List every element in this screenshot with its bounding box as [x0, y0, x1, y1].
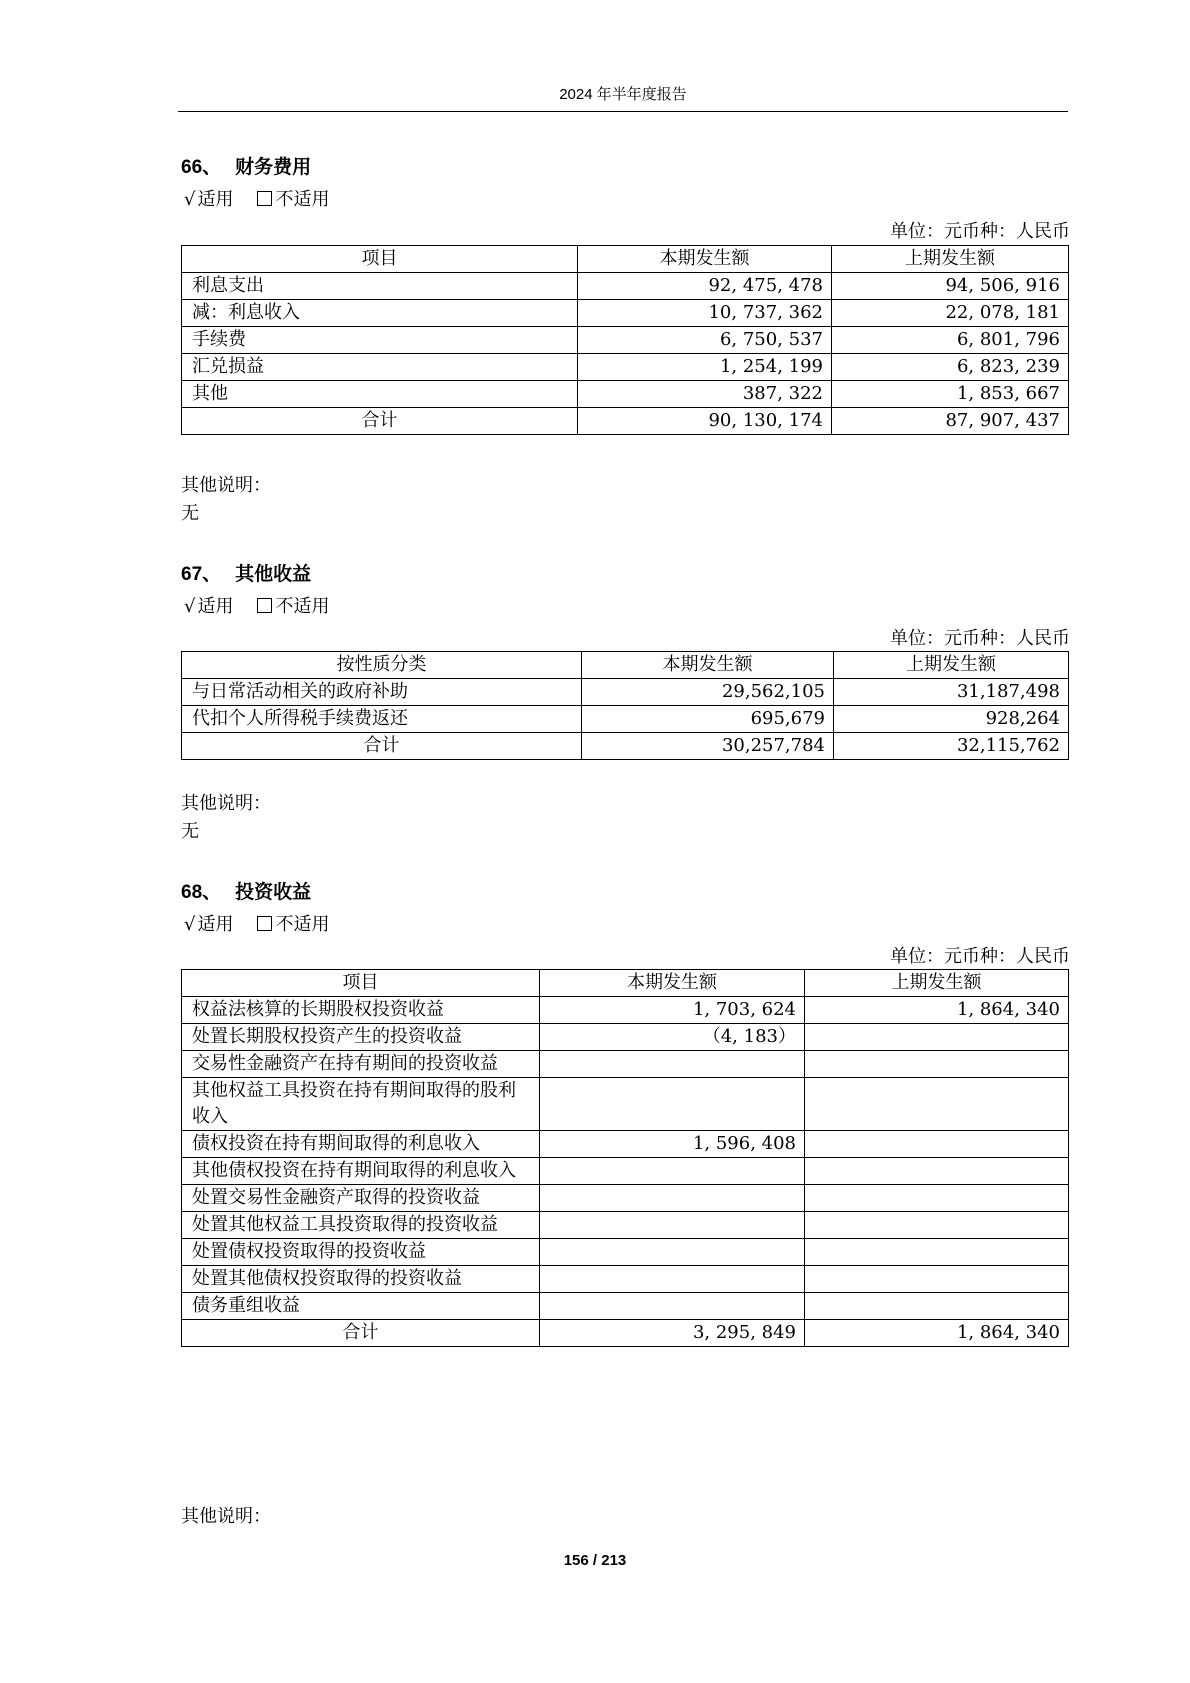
check-mark-icon: √: [184, 596, 196, 617]
section-heading-66: [181, 154, 311, 181]
prior-period-value: 31,187,498: [834, 679, 1069, 706]
section-number: 68、: [181, 882, 222, 903]
current-period-total: 3, 295, 849: [540, 1320, 805, 1347]
prior-period-value: [805, 1078, 1069, 1131]
row-label: 其他: [182, 381, 578, 408]
check-mark-icon: √: [184, 189, 196, 210]
current-period-value: 6, 750, 537: [578, 327, 832, 354]
section-heading-67: [181, 561, 311, 588]
investment-income-table: [181, 969, 1069, 1347]
column-header: 上期发生额: [805, 970, 1069, 997]
prior-period-value: [805, 1185, 1069, 1212]
unit-label: 单位：元币种：人民币: [890, 221, 1070, 242]
table-row: [182, 327, 1069, 354]
column-header: 本期发生额: [582, 652, 834, 679]
prior-period-value: 94, 506, 916: [832, 273, 1069, 300]
section-title: 财务费用: [235, 156, 312, 178]
column-header: 项目: [182, 246, 578, 273]
table-row: [182, 1051, 1069, 1078]
current-period-value: 1, 254, 199: [578, 354, 832, 381]
row-label: 处置债权投资取得的投资收益: [182, 1239, 540, 1266]
current-period-value: [540, 1051, 805, 1078]
current-period-value: [540, 1158, 805, 1185]
row-label: 减：利息收入: [182, 300, 578, 327]
current-period-value: 695,679: [582, 706, 834, 733]
current-period-value: 1, 596, 408: [540, 1131, 805, 1158]
total-label: 合计: [182, 408, 578, 435]
row-label: 汇兑损益: [182, 354, 578, 381]
note-text: 无: [181, 821, 199, 842]
prior-period-value: [805, 1051, 1069, 1078]
current-period-value: [540, 1239, 805, 1266]
table-row: [182, 1158, 1069, 1185]
not-applicable-label: 不适用: [275, 914, 330, 935]
table-row: [182, 300, 1069, 327]
prior-period-total: 87, 907, 437: [832, 408, 1069, 435]
note-label: 其他说明：: [181, 475, 271, 496]
note-label: 其他说明：: [181, 1506, 271, 1527]
table-row: [182, 1131, 1069, 1158]
table-row: [182, 706, 1069, 733]
row-label: 处置其他债权投资取得的投资收益: [182, 1266, 540, 1293]
row-label: 债权投资在持有期间取得的利息收入: [182, 1131, 540, 1158]
column-header: 本期发生额: [540, 970, 805, 997]
row-label: 代扣个人所得税手续费返还: [182, 706, 582, 733]
row-label: 其他权益工具投资在持有期间取得的股利收入: [182, 1078, 540, 1131]
table-total-row: [182, 408, 1069, 435]
table-row: [182, 381, 1069, 408]
empty-checkbox-icon: [257, 916, 272, 931]
current-period-value: 92, 475, 478: [578, 273, 832, 300]
column-header: 按性质分类: [182, 652, 582, 679]
column-header: 上期发生额: [834, 652, 1069, 679]
prior-period-total: 32,115,762: [834, 733, 1069, 760]
prior-period-value: 6, 801, 796: [832, 327, 1069, 354]
table-row: [182, 1293, 1069, 1320]
other-income-table: [181, 651, 1069, 760]
current-period-value: 387, 322: [578, 381, 832, 408]
row-label: 与日常活动相关的政府补助: [182, 679, 582, 706]
applicable-label: 适用: [197, 189, 234, 210]
row-label: 其他债权投资在持有期间取得的利息收入: [182, 1158, 540, 1185]
row-label: 利息支出: [182, 273, 578, 300]
table-row: [182, 1239, 1069, 1266]
page-number: 156 / 213: [563, 1552, 627, 1569]
table-header-row: [182, 246, 1069, 273]
table-total-row: [182, 733, 1069, 760]
current-period-total: 30,257,784: [582, 733, 834, 760]
section-number: 67、: [181, 564, 222, 585]
row-label: 处置其他权益工具投资取得的投资收益: [182, 1212, 540, 1239]
unit-label: 单位：元币种：人民币: [890, 628, 1070, 649]
applicable-label: 适用: [197, 914, 234, 935]
other-notes: [181, 472, 271, 528]
not-applicable-label: 不适用: [275, 189, 330, 210]
prior-period-value: 1, 853, 667: [832, 381, 1069, 408]
current-period-total: 90, 130, 174: [578, 408, 832, 435]
section-heading-68: [181, 879, 311, 906]
page-header: 2024 年半年度报告: [559, 86, 687, 103]
table-row: [182, 679, 1069, 706]
prior-period-value: 22, 078, 181: [832, 300, 1069, 327]
current-period-value: 10, 737, 362: [578, 300, 832, 327]
unit-label: 单位：元币种：人民币: [890, 946, 1070, 967]
row-label: 权益法核算的长期股权投资收益: [182, 997, 540, 1024]
column-header: 上期发生额: [832, 246, 1069, 273]
applicability-line: [184, 187, 329, 213]
prior-period-value: [805, 1131, 1069, 1158]
empty-checkbox-icon: [257, 191, 272, 206]
applicable-label: 适用: [197, 596, 234, 617]
table-header-row: [182, 652, 1069, 679]
prior-period-value: [805, 1239, 1069, 1266]
table-row: [182, 1266, 1069, 1293]
current-period-value: （4, 183）: [540, 1024, 805, 1051]
table-row: [182, 273, 1069, 300]
note-text: 无: [181, 503, 199, 524]
prior-period-value: [805, 1266, 1069, 1293]
table-header-row: [182, 970, 1069, 997]
current-period-value: [540, 1293, 805, 1320]
table-row: [182, 1185, 1069, 1212]
total-label: 合计: [182, 1320, 540, 1347]
note-label: 其他说明：: [181, 793, 271, 814]
table-row: [182, 1024, 1069, 1051]
prior-period-value: 1, 864, 340: [805, 997, 1069, 1024]
row-label: 手续费: [182, 327, 578, 354]
current-period-value: 29,562,105: [582, 679, 834, 706]
current-period-value: 1, 703, 624: [540, 997, 805, 1024]
row-label: 交易性金融资产在持有期间的投资收益: [182, 1051, 540, 1078]
other-notes: [181, 790, 271, 846]
row-label: 处置长期股权投资产生的投资收益: [182, 1024, 540, 1051]
empty-checkbox-icon: [257, 598, 272, 613]
current-period-value: [540, 1212, 805, 1239]
column-header: 本期发生额: [578, 246, 832, 273]
prior-period-total: 1, 864, 340: [805, 1320, 1069, 1347]
not-applicable-label: 不适用: [275, 596, 330, 617]
applicability-line: [184, 594, 329, 620]
financial-expenses-table: [181, 245, 1069, 435]
prior-period-value: [805, 1293, 1069, 1320]
applicability-line: [184, 912, 329, 938]
table-row: [182, 1212, 1069, 1239]
current-period-value: [540, 1078, 805, 1131]
total-label: 合计: [182, 733, 582, 760]
prior-period-value: [805, 1212, 1069, 1239]
prior-period-value: 928,264: [834, 706, 1069, 733]
prior-period-value: [805, 1158, 1069, 1185]
check-mark-icon: √: [184, 914, 196, 935]
header-rule: [178, 111, 1068, 112]
row-label: 债务重组收益: [182, 1293, 540, 1320]
table-row: [182, 1078, 1069, 1131]
row-label: 处置交易性金融资产取得的投资收益: [182, 1185, 540, 1212]
prior-period-value: [805, 1024, 1069, 1051]
table-row: [182, 997, 1069, 1024]
other-notes: [181, 1503, 271, 1531]
table-row: [182, 354, 1069, 381]
prior-period-value: 6, 823, 239: [832, 354, 1069, 381]
current-period-value: [540, 1266, 805, 1293]
column-header: 项目: [182, 970, 540, 997]
section-title: 其他收益: [235, 563, 312, 585]
table-total-row: [182, 1320, 1069, 1347]
section-number: 66、: [181, 157, 222, 178]
current-period-value: [540, 1185, 805, 1212]
section-title: 投资收益: [235, 881, 312, 903]
